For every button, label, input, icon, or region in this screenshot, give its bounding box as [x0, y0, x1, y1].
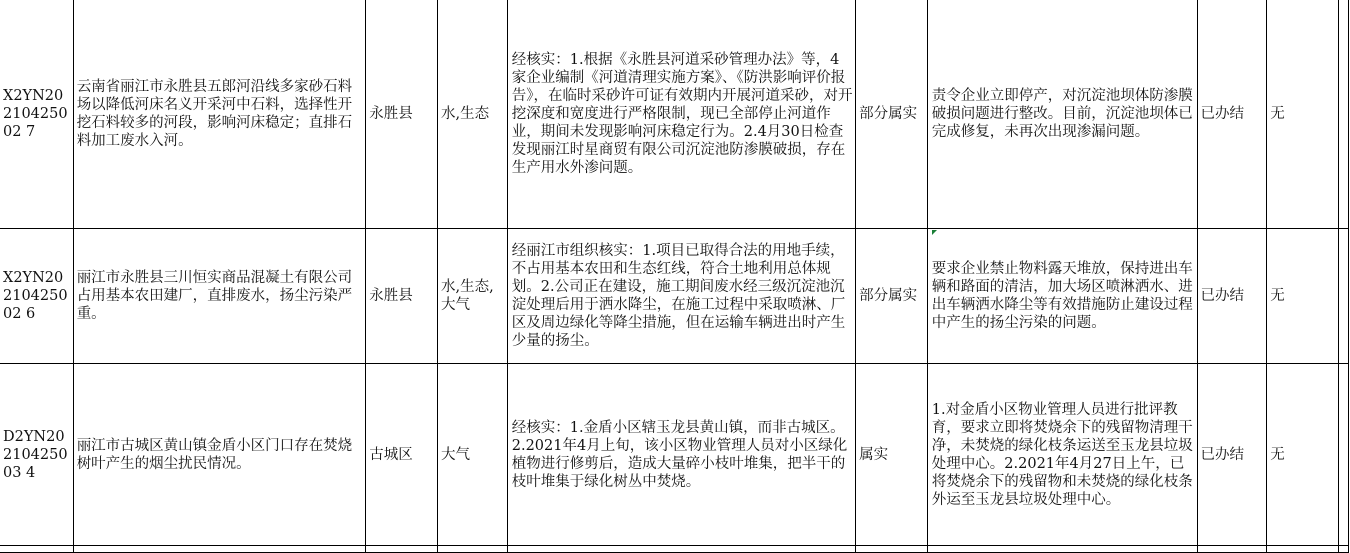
status-cell: 已办结: [1197, 0, 1267, 229]
extra-cell: 无: [1267, 0, 1339, 229]
extra-cell: 无: [1267, 364, 1339, 546]
issue-cell: 云南省丽江市永胜县五郎河沿线多家砂石料场以降低河床名义开采河中石料，选择性开挖石料较多的河段，影响河床稳定；直排石料加工废水入河。: [73, 0, 366, 229]
table-row: [0, 364, 1349, 546]
table-row: [0, 0, 1349, 229]
pollution-type-cell: 大气: [438, 364, 508, 546]
case-id-cell: X2YN20210425002 7: [0, 0, 73, 229]
status-cell: 已办结: [1197, 229, 1267, 364]
case-id-cell: D2YN20210425003 4: [0, 364, 73, 546]
findings-cell: 经核实：1.根据《永胜县河道采砂管理办法》等，4家企业编制《河道清理实施方案》、《防洪影响评价报告》，在临时采砂许可证有效期内开展河道采砂，对开挖深度和宽度进行严格限制，现已全部停止河道作业，期间未发现影响河床稳定行为。2.4月30日检查发现丽江时星商贸有限公司沉淀池防渗膜破损，存在生产用水外渗问题。: [507, 0, 855, 229]
pollution-type-cell: 水,生态: [438, 0, 508, 229]
cell-comment-marker-icon: [932, 230, 937, 235]
issue-cell: 丽江市永胜县三川恒实商品混凝土有限公司占用基本农田建厂，直排废水，扬尘污染严重。: [73, 229, 366, 364]
empty-cell: [1338, 0, 1348, 229]
county-cell: 古城区: [366, 364, 438, 546]
findings-cell: 经丽江市组织核实：1.项目已取得合法的用地手续，不占用基本农田和生态红线，符合土地利用总体规划。2.公司正在建设，施工期间废水经三级沉淀池沉淀处理后用于洒水降尘，在施工过程中采取喷淋、厂区及周边绿化等降尘措施，但在运输车辆进出时产生少量的扬尘。: [507, 229, 855, 364]
issue-cell: 丽江市古城区黄山镇金盾小区门口存在焚烧树叶产生的烟尘扰民情况。: [73, 364, 366, 546]
measures-cell: 要求企业禁止物料露天堆放，保持进出车辆和路面的清洁，加大场区喷淋洒水、进出车辆洒水降尘等有效措施防止建设过程中产生的扬尘污染的问题。: [927, 229, 1197, 364]
status-cell: 已办结: [1197, 364, 1267, 546]
measures-cell: 责令企业立即停产，对沉淀池坝体防渗膜破损问题进行整改。目前，沉淀池坝体已完成修复，未再次出现渗漏问题。: [927, 0, 1197, 229]
pollution-type-cell: 水,生态,大气: [438, 229, 508, 364]
findings-cell: 经核实：1.金盾小区辖玉龙县黄山镇，而非古城区。2.2021年4月上旬，该小区物业管理人员对小区绿化植物进行修剪后，造成大量碎小枝叶堆集，把半干的枝叶堆集于绿化树丛中焚烧。: [507, 364, 855, 546]
empty-cell: [1338, 364, 1348, 546]
empty-cell: [1338, 229, 1348, 364]
county-cell: 永胜县: [366, 0, 438, 229]
verdict-cell: 属实: [856, 364, 928, 546]
verdict-cell: 部分属实: [856, 0, 928, 229]
measures-cell: 1.对金盾小区物业管理人员进行批评教育，要求立即将焚烧余下的残留物清理干净，未焚烧的绿化枝条运送至玉龙县垃圾处理中心。2.2021年4月27日上午，已将焚烧余下的残留物和未焚烧的绿化枝条外运至玉龙县垃圾处理中心。: [927, 364, 1197, 546]
case-id-cell: X2YN20210425002 6: [0, 229, 73, 364]
county-cell: 永胜县: [366, 229, 438, 364]
extra-cell: 无: [1267, 229, 1339, 364]
verdict-cell: 部分属实: [856, 229, 928, 364]
table-row: [0, 229, 1349, 364]
